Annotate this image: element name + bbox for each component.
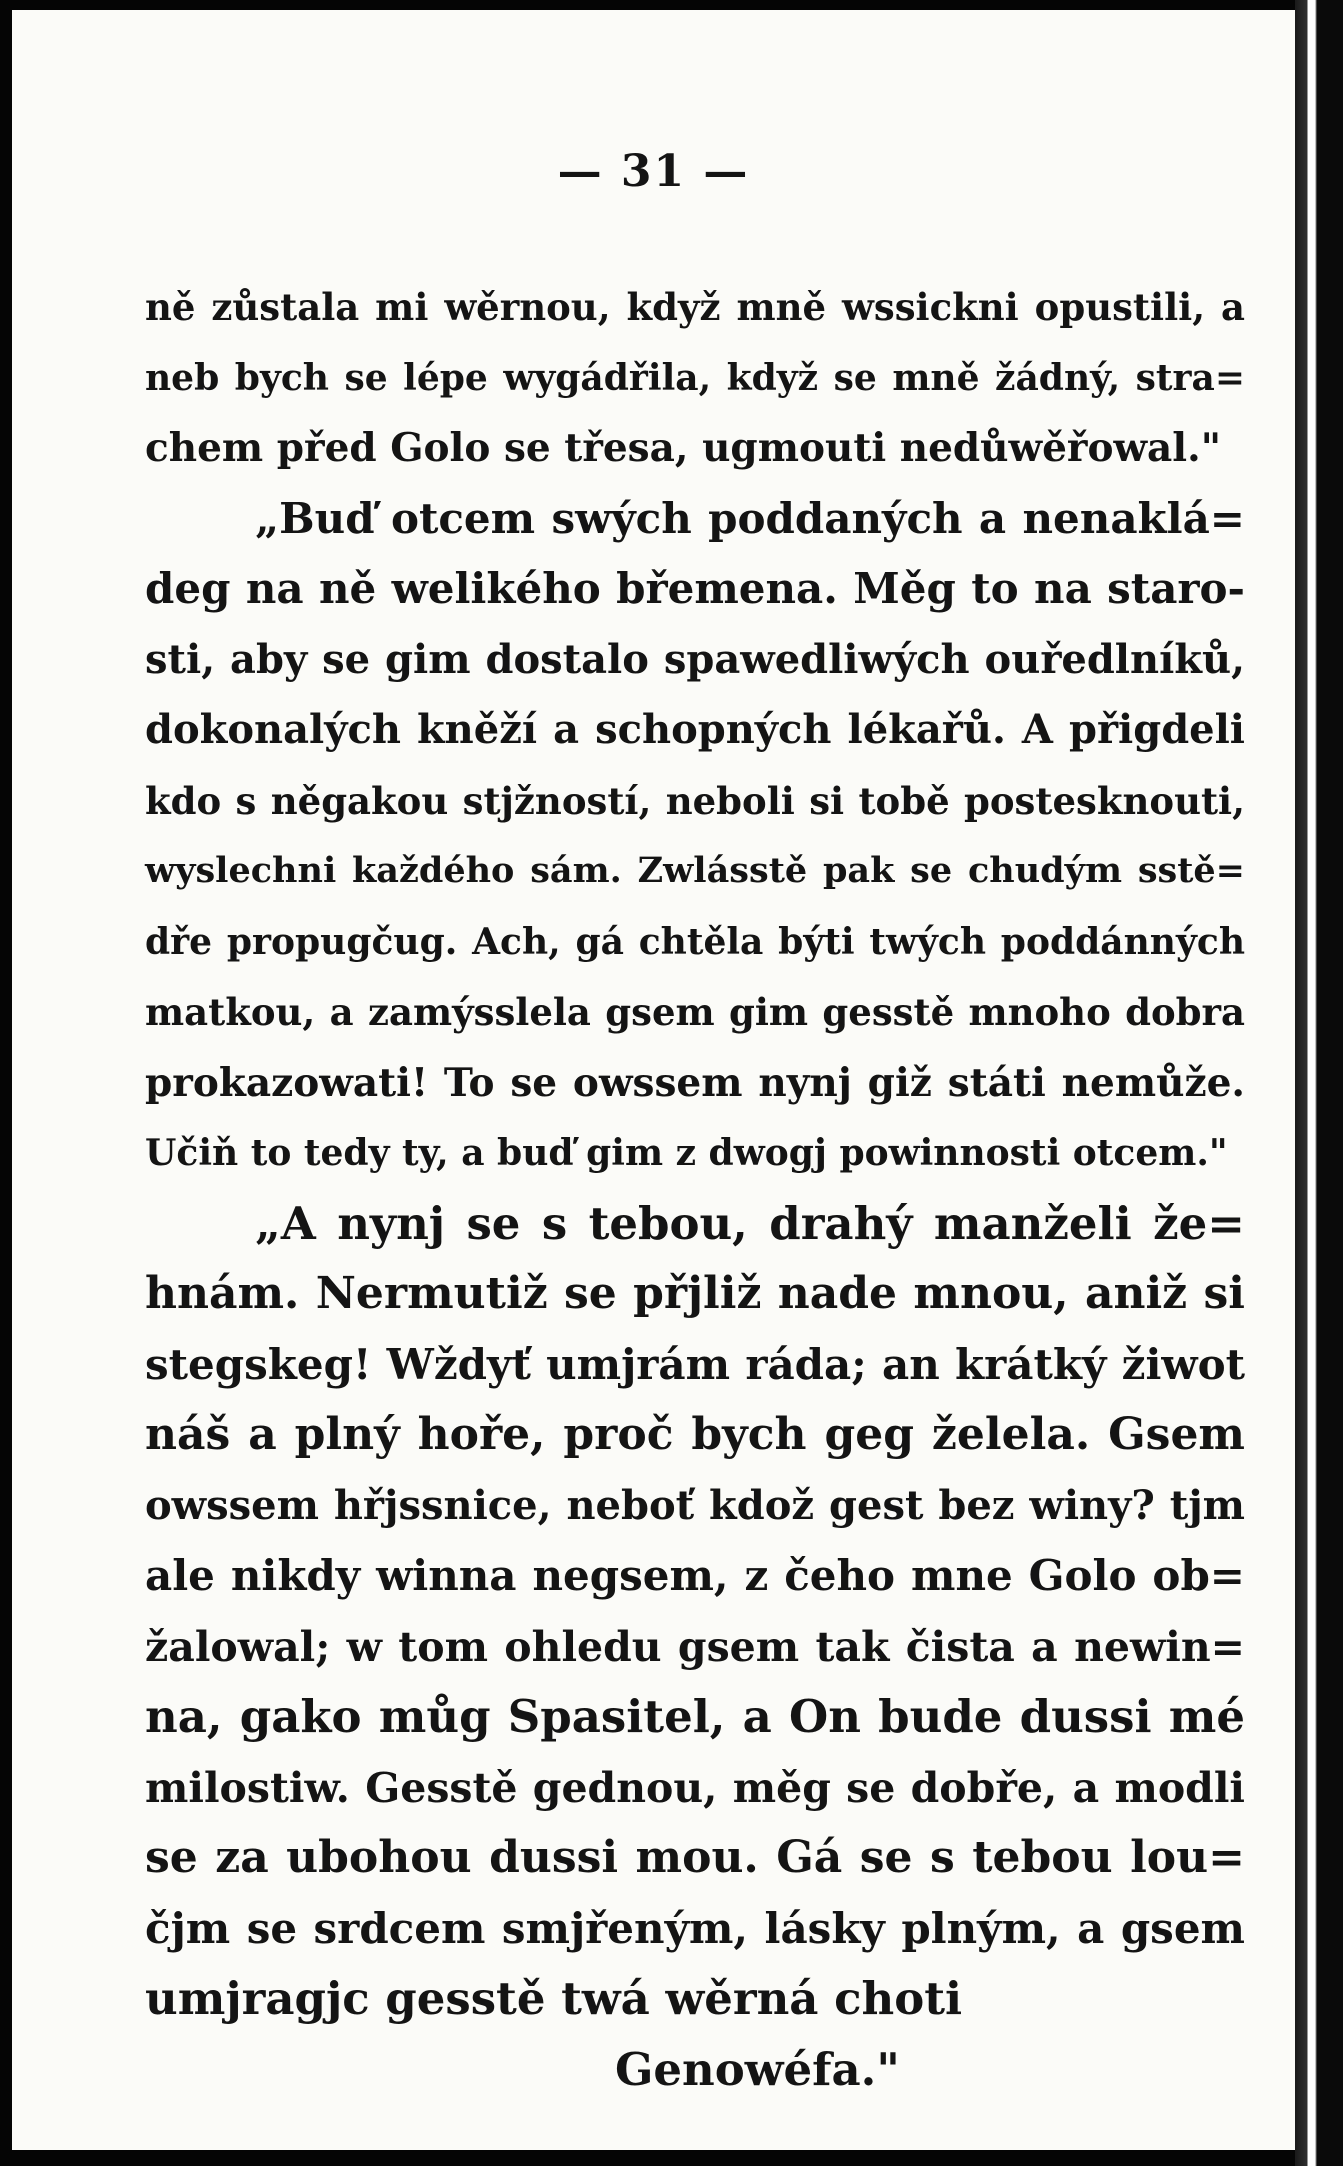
- signature-line: Genowéfa.": [615, 2042, 900, 2096]
- text-line: „A nynj se s tebou, drahý manželi že=: [255, 1196, 1245, 1250]
- text-line: na, gako můg Spasitel, a On bude dussi mé: [145, 1690, 1245, 1743]
- page-number: — 31 —: [557, 146, 750, 197]
- text-line: wyslechni každého sám. Zwlásstě pak se chudým sstě=: [145, 850, 1245, 891]
- text-line: dokonalých kněží a schopných lékařů. A přigdeli: [145, 706, 1245, 753]
- text-line: hnám. Nermutiž se přjliž nade mnou, aniž si: [145, 1268, 1245, 1319]
- text-line: čjm se srdcem smjřeným, lásky plným, a gsem: [145, 1903, 1245, 1953]
- text-line: milostiw. Gesstě gednou, měg se dobře, a modli: [145, 1763, 1245, 1812]
- text-line: „Buď otcem swých poddaných a nenaklá=: [255, 493, 1245, 543]
- text-line: matkou, a zamýsslela gsem gim gesstě mnoho dobra: [145, 990, 1245, 1034]
- text-line: prokazowati! To se owssem nynj giž státi nemůže.: [145, 1059, 1245, 1106]
- text-line: žalowal; w tom ohledu gsem tak čista a newin=: [145, 1622, 1245, 1671]
- text-line: Učiň to tedy ty, a buď gim z dwogj powinnosti otcem.": [145, 1132, 1228, 1174]
- text-line: chem před Golo se třesa, ugmouti nedůwěřowal.": [145, 425, 1222, 471]
- text-line: deg na ně welikého břemena. Měg to na staro-: [145, 564, 1245, 613]
- scan-edge: [1295, 0, 1343, 2166]
- text-line: kdo s něgakou stjžností, neboli si tobě postesknouti,: [145, 778, 1245, 823]
- body-text: [145, 272, 1245, 2105]
- text-line: umjragjc gesstě twá wěrná choti: [145, 1972, 963, 2025]
- text-line: ale nikdy winna negsem, z čeho mne Golo ob=: [145, 1551, 1245, 1600]
- text-line: neb bych se lépe wygádřila, když se mně žádný, stra=: [145, 356, 1245, 399]
- text-line: dře propugčug. Ach, gá chtěla býti twých poddánných: [145, 920, 1245, 963]
- text-line: sti, aby se gim dostalo spawedliwých ouředlníků,: [145, 635, 1245, 683]
- text-line: stegskeg! Wždyť umjrám ráda; an krátký žiwot: [145, 1339, 1245, 1389]
- text-line: se za ubohou dussi mou. Gá se s tebou lou=: [145, 1832, 1245, 1883]
- text-line: owssem hřjssnice, neboť kdož gest bez winy? tjm: [145, 1481, 1245, 1529]
- book-page: [12, 10, 1295, 2150]
- text-line: náš a plný hoře, proč bych geg želela. Gsem: [145, 1409, 1245, 1460]
- text-line: ně zůstala mi wěrnou, když mně wssickni opustili, a: [145, 285, 1245, 329]
